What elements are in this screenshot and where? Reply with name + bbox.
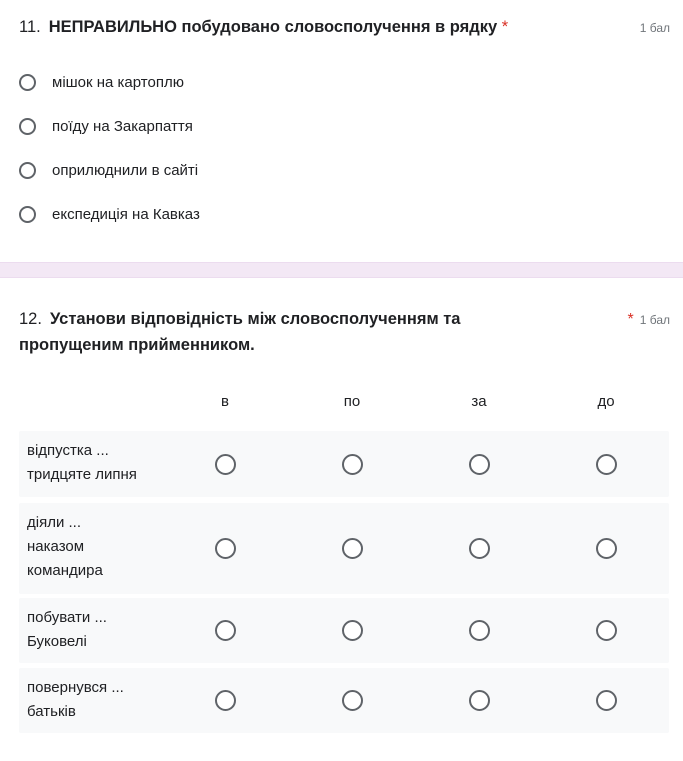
option-3[interactable]	[19, 158, 198, 182]
column-header-do: до	[597, 393, 615, 410]
option-label: мішок на картоплю	[52, 73, 184, 91]
radio-button-do[interactable]	[596, 690, 617, 711]
radio-button-za[interactable]	[469, 538, 490, 559]
grid-row	[19, 503, 669, 594]
radio-button-po[interactable]	[342, 620, 363, 641]
question-text-line-2: пропущеним прийменником.	[19, 336, 255, 354]
radio-button[interactable]	[19, 162, 36, 179]
row-label-line: Буковелі	[27, 633, 87, 650]
option-label: поїду на Закарпаття	[52, 117, 193, 135]
row-label-line: повернувся ...	[27, 679, 124, 696]
row-label-line: наказом	[27, 538, 85, 555]
column-header-po: по	[343, 393, 361, 410]
option-label: оприлюднили в сайті	[52, 161, 199, 179]
radio-button[interactable]	[19, 118, 36, 135]
radio-button[interactable]	[19, 206, 36, 223]
radio-button-po[interactable]	[342, 690, 363, 711]
row-label	[27, 511, 177, 583]
row-label	[27, 606, 177, 654]
grid-row	[19, 668, 669, 733]
row-label-line: відпустка ...	[27, 442, 109, 459]
row-label-line: діяли ...	[27, 514, 82, 531]
option-4[interactable]	[19, 202, 200, 226]
radio-button-za[interactable]	[469, 454, 490, 475]
required-asterisk: *	[627, 311, 634, 328]
question-12-title	[19, 306, 579, 358]
required-asterisk: *	[501, 18, 509, 36]
question-number: 11.	[19, 18, 41, 36]
points-text: 1 бал	[639, 313, 670, 327]
radio-button[interactable]	[19, 74, 36, 91]
radio-button-po[interactable]	[342, 538, 363, 559]
grid-row	[19, 431, 669, 497]
question-text-line-1: Установи відповідність між словосполученням та	[49, 310, 461, 328]
radio-button-do[interactable]	[596, 454, 617, 475]
column-header-za: за	[471, 393, 487, 410]
question-11-card	[0, 0, 683, 262]
radio-button-do[interactable]	[596, 620, 617, 641]
row-label-line: командира	[27, 562, 103, 579]
option-1[interactable]	[19, 70, 184, 94]
row-label-line: батьків	[27, 703, 76, 720]
question-12-card	[0, 278, 683, 761]
points-label: 1 бал	[639, 21, 670, 35]
radio-button-za[interactable]	[469, 690, 490, 711]
question-number: 12.	[19, 310, 42, 328]
row-label	[27, 439, 177, 487]
section-divider	[0, 262, 683, 278]
points-label	[627, 311, 670, 329]
radio-button-v[interactable]	[215, 538, 236, 559]
column-header-v: в	[221, 393, 229, 410]
radio-button-do[interactable]	[596, 538, 617, 559]
radio-button-za[interactable]	[469, 620, 490, 641]
question-11-title	[19, 14, 508, 40]
row-label-line: тридцяте липня	[27, 466, 137, 483]
row-label-line: побувати ...	[27, 609, 107, 626]
grid-column-headers	[0, 393, 683, 413]
option-2[interactable]	[19, 114, 193, 138]
radio-button-po[interactable]	[342, 454, 363, 475]
option-label: експедиція на Кавказ	[52, 205, 200, 223]
radio-button-v[interactable]	[215, 620, 236, 641]
radio-button-v[interactable]	[215, 454, 236, 475]
row-label	[27, 676, 177, 724]
question-text: НЕПРАВИЛЬНО побудовано словосполучення в рядку	[48, 18, 498, 36]
grid-row	[19, 598, 669, 663]
radio-button-v[interactable]	[215, 690, 236, 711]
